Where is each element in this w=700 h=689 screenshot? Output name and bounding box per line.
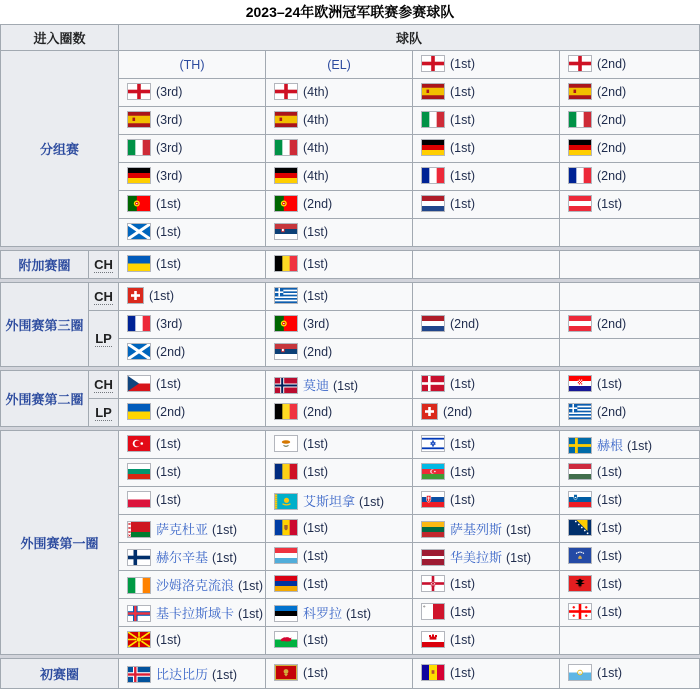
flag-germany-icon[interactable] xyxy=(127,167,151,184)
team-cell xyxy=(413,79,560,107)
flag-turkey-icon[interactable] xyxy=(127,435,151,452)
flag-denmark-icon[interactable] xyxy=(421,375,445,392)
round-section-table xyxy=(0,250,700,279)
flag-malta-icon[interactable] xyxy=(421,603,445,620)
flag-italy-icon[interactable] xyxy=(274,139,298,156)
team-cell xyxy=(413,627,560,655)
flag-switzerland-icon[interactable] xyxy=(421,403,438,420)
table-row xyxy=(1,311,700,339)
team-cell xyxy=(560,51,700,79)
flag-czechia-icon[interactable] xyxy=(127,375,151,392)
ordinal-text: (1st) xyxy=(450,56,475,71)
team-cell xyxy=(413,163,560,191)
flag-portugal-icon[interactable] xyxy=(274,315,298,332)
ordinal-text: (1st) xyxy=(156,224,181,239)
round-column-header: 进入圈数 xyxy=(1,25,119,51)
ordinal-text: (4th) xyxy=(303,168,329,183)
ordinal-text: (2nd) xyxy=(156,404,186,419)
ordinal-text: (1st) xyxy=(597,576,622,591)
ordinal-text: (1st) xyxy=(303,520,328,535)
ordinal-text: (1st) xyxy=(450,604,475,619)
ordinal-text: (2nd) xyxy=(303,196,333,211)
team-cell xyxy=(266,51,413,79)
team-cell xyxy=(266,399,413,427)
ordinal-text: (2nd) xyxy=(303,344,333,359)
flag-cyprus-icon[interactable] xyxy=(274,435,298,452)
flag-romania-icon[interactable] xyxy=(274,463,298,480)
round-label[interactable]: 初赛圈 xyxy=(1,659,119,689)
ordinal-text: (1st) xyxy=(346,606,372,621)
ordinal-text: (1st) xyxy=(450,376,475,391)
team-cell xyxy=(560,163,700,191)
ordinal-text: (1st) xyxy=(303,548,328,563)
club-link[interactable]: 赫根 xyxy=(597,437,624,453)
flag-azerbaijan-icon[interactable] xyxy=(421,463,445,480)
flag-belgium-icon[interactable] xyxy=(274,255,298,272)
table-row xyxy=(1,51,700,79)
team-cell xyxy=(413,371,560,399)
team-cell xyxy=(119,371,266,399)
flag-germany-icon[interactable] xyxy=(274,167,298,184)
ordinal-text: (1st) xyxy=(597,464,622,479)
team-cell xyxy=(560,599,700,627)
empty-cell xyxy=(413,251,560,279)
flag-france-icon[interactable] xyxy=(568,167,592,184)
flag-spain-icon[interactable] xyxy=(568,83,592,100)
ordinal-text: (2nd) xyxy=(597,316,627,331)
team-cell xyxy=(413,399,560,427)
round-label[interactable]: 外围赛第三圈 xyxy=(1,283,89,367)
ordinal-text: (1st) xyxy=(627,438,653,453)
flag-north-macedonia-icon[interactable] xyxy=(127,631,151,648)
flag-netherlands-icon[interactable] xyxy=(421,195,445,212)
path-label xyxy=(89,399,119,427)
empty-cell xyxy=(413,283,560,311)
team-cell xyxy=(560,399,700,427)
flag-ukraine-icon[interactable] xyxy=(127,255,151,272)
flag-scotland-icon[interactable] xyxy=(127,343,151,360)
empty-cell xyxy=(560,251,700,279)
ordinal-text: (1st) xyxy=(597,520,622,535)
flag-iceland-icon[interactable] xyxy=(127,666,151,683)
ordinal-text: (1st) xyxy=(506,550,532,565)
empty-cell xyxy=(560,219,700,247)
flag-spain-icon[interactable] xyxy=(274,111,298,128)
team-cell xyxy=(119,627,266,655)
ordinal-text: (1st) xyxy=(450,196,475,211)
ordinal-text: (1st) xyxy=(450,436,475,451)
ordinal-text: (1st) xyxy=(156,196,181,211)
team-cell xyxy=(413,515,560,543)
team-cell xyxy=(560,135,700,163)
team-cell xyxy=(266,191,413,219)
team-cell xyxy=(119,459,266,487)
flag-spain-icon[interactable] xyxy=(127,111,151,128)
empty-cell xyxy=(560,283,700,311)
flag-germany-icon[interactable] xyxy=(421,139,445,156)
empty-cell xyxy=(413,219,560,247)
flag-estonia-icon[interactable] xyxy=(274,605,298,622)
team-cell xyxy=(560,459,700,487)
round-label[interactable]: 外围赛第一圈 xyxy=(1,431,119,655)
team-cell xyxy=(560,191,700,219)
ordinal-text: (2nd) xyxy=(597,84,627,99)
flag-luxembourg-icon[interactable] xyxy=(274,547,298,564)
ordinal-text: (2nd) xyxy=(303,404,333,419)
team-cell xyxy=(266,311,413,339)
round-section-table xyxy=(0,658,700,689)
flag-gibraltar-icon[interactable] xyxy=(421,631,445,648)
ordinal-text: (1st) xyxy=(597,548,622,563)
team-cell xyxy=(413,51,560,79)
ordinal-text: (1st) xyxy=(303,288,328,303)
flag-norway-icon[interactable] xyxy=(274,377,298,394)
flag-wales-icon[interactable] xyxy=(274,631,298,648)
flag-slovenia-icon[interactable] xyxy=(568,491,592,508)
round-section-table xyxy=(0,430,700,655)
flag-albania-icon[interactable] xyxy=(568,575,592,592)
ordinal-text: (1st) xyxy=(156,632,181,647)
team-cell xyxy=(560,371,700,399)
ordinal-text: (1st) xyxy=(450,665,475,680)
ordinal-text: (1st) xyxy=(156,376,181,391)
empty-cell xyxy=(560,627,700,655)
club-link[interactable]: 萨基列斯 xyxy=(450,521,503,537)
team-cell xyxy=(413,543,560,571)
team-cell xyxy=(266,163,413,191)
team-cell xyxy=(266,459,413,487)
flag-andorra-icon[interactable] xyxy=(421,664,445,681)
path-label xyxy=(89,311,119,367)
flag-northern-ireland-icon[interactable] xyxy=(421,575,445,592)
flag-bulgaria-icon[interactable] xyxy=(127,463,151,480)
team-cell xyxy=(119,543,266,571)
team-cell xyxy=(266,487,413,515)
club-link[interactable]: 艾斯坦拿 xyxy=(303,493,356,509)
team-cell xyxy=(266,251,413,279)
flag-england-icon[interactable] xyxy=(127,83,151,100)
team-cell xyxy=(119,431,266,459)
team-cell xyxy=(266,571,413,599)
round-section-table xyxy=(0,24,700,247)
team-cell xyxy=(413,135,560,163)
ordinal-text: (1st) xyxy=(450,632,475,647)
flag-moldova-icon[interactable] xyxy=(274,519,298,536)
ordinal-text: (3rd) xyxy=(156,84,183,99)
team-cell xyxy=(266,339,413,367)
round-label[interactable]: 外围赛第二圈 xyxy=(1,371,89,427)
flag-kazakhstan-icon[interactable] xyxy=(274,493,298,510)
team-cell xyxy=(560,543,700,571)
team-cell xyxy=(413,431,560,459)
team-cell xyxy=(413,487,560,515)
ordinal-text: (1st) xyxy=(212,667,238,682)
ordinal-text: (2nd) xyxy=(597,112,627,127)
flag-serbia-icon[interactable] xyxy=(274,343,298,360)
ordinal-text: (1st) xyxy=(450,492,475,507)
ordinal-text: (3rd) xyxy=(156,140,183,155)
flag-germany-icon[interactable] xyxy=(568,139,592,156)
path-abbr: CH xyxy=(94,257,113,272)
path-abbr: LP xyxy=(95,405,112,420)
ordinal-text: (1st) xyxy=(303,256,328,271)
flag-georgia-icon[interactable] xyxy=(568,603,592,620)
team-link[interactable]: (EL) xyxy=(327,57,351,72)
team-cell xyxy=(119,571,266,599)
ordinal-text: (1st) xyxy=(597,492,622,507)
ordinal-text: (2nd) xyxy=(597,168,627,183)
flag-israel-icon[interactable] xyxy=(421,435,445,452)
round-label[interactable]: 附加赛圈 xyxy=(1,251,89,279)
ordinal-text: (1st) xyxy=(597,604,622,619)
team-cell xyxy=(119,339,266,367)
flag-lithuania-icon[interactable] xyxy=(421,521,445,538)
ordinal-text: (1st) xyxy=(450,464,475,479)
flag-serbia-icon[interactable] xyxy=(274,223,298,240)
team-cell xyxy=(266,599,413,627)
ordinal-text: (1st) xyxy=(303,436,328,451)
flag-latvia-icon[interactable] xyxy=(421,549,445,566)
flag-belgium-icon[interactable] xyxy=(274,403,298,420)
team-cell xyxy=(119,515,266,543)
team-cell xyxy=(413,107,560,135)
ordinal-text: (1st) xyxy=(238,606,264,621)
club-link[interactable]: 莫迪 xyxy=(303,377,330,393)
flag-netherlands-icon[interactable] xyxy=(421,315,445,332)
flag-portugal-icon[interactable] xyxy=(274,195,298,212)
team-cell xyxy=(413,191,560,219)
flag-france-icon[interactable] xyxy=(421,167,445,184)
ordinal-text: (1st) xyxy=(303,576,328,591)
club-link[interactable]: 萨克杜亚 xyxy=(156,521,209,537)
flag-england-icon[interactable] xyxy=(421,55,445,72)
team-link[interactable]: (TH) xyxy=(179,57,205,72)
team-cell xyxy=(119,251,266,279)
team-cell xyxy=(266,135,413,163)
path-abbr: CH xyxy=(94,289,113,304)
flag-france-icon[interactable] xyxy=(127,315,151,332)
team-cell xyxy=(413,459,560,487)
team-cell xyxy=(560,659,700,689)
team-cell xyxy=(119,191,266,219)
path-label xyxy=(89,283,119,311)
ordinal-text: (1st) xyxy=(303,224,328,239)
team-cell xyxy=(266,283,413,311)
flag-portugal-icon[interactable] xyxy=(127,195,151,212)
flag-ukraine-icon[interactable] xyxy=(127,403,151,420)
round-section-table xyxy=(0,282,700,367)
team-cell xyxy=(266,515,413,543)
ordinal-text: (1st) xyxy=(156,464,181,479)
team-cell xyxy=(119,219,266,247)
team-cell xyxy=(119,599,266,627)
flag-croatia-icon[interactable] xyxy=(568,375,592,392)
path-label xyxy=(89,371,119,399)
team-cell xyxy=(413,599,560,627)
ordinal-text: (1st) xyxy=(333,378,359,393)
ordinal-text: (3rd) xyxy=(156,168,183,183)
flag-kosovo-icon[interactable] xyxy=(568,547,592,564)
ordinal-text: (1st) xyxy=(212,522,238,537)
ordinal-text: (1st) xyxy=(450,168,475,183)
flag-san-marino-icon[interactable] xyxy=(568,664,592,681)
round-section-table xyxy=(0,370,700,427)
ordinal-text: (3rd) xyxy=(156,316,183,331)
table-row xyxy=(1,283,700,311)
team-cell xyxy=(560,487,700,515)
flag-sweden-icon[interactable] xyxy=(568,437,592,454)
ordinal-text: (1st) xyxy=(597,376,622,391)
team-cell xyxy=(560,515,700,543)
ordinal-text: (2nd) xyxy=(450,316,480,331)
club-link[interactable]: 华美拉斯 xyxy=(450,549,503,565)
team-cell xyxy=(560,79,700,107)
team-cell xyxy=(413,659,560,689)
ordinal-text: (1st) xyxy=(156,436,181,451)
flag-montenegro-icon[interactable] xyxy=(274,664,298,681)
team-cell xyxy=(560,107,700,135)
ordinal-text: (1st) xyxy=(156,256,181,271)
flag-slovakia-icon[interactable] xyxy=(421,491,445,508)
flag-poland-icon[interactable] xyxy=(127,491,151,508)
ordinal-text: (3rd) xyxy=(303,316,330,331)
ordinal-text: (1st) xyxy=(450,140,475,155)
ordinal-text: (4th) xyxy=(303,140,329,155)
path-label xyxy=(89,251,119,279)
club-link[interactable]: 基卡拉斯域卡 xyxy=(156,605,235,621)
flag-austria-icon[interactable] xyxy=(568,195,592,212)
ordinal-text: (2nd) xyxy=(597,56,627,71)
club-link[interactable]: 赫尔辛基 xyxy=(156,549,209,565)
flag-faroe-icon[interactable] xyxy=(127,605,151,622)
ordinal-text: (3rd) xyxy=(156,112,183,127)
empty-cell xyxy=(413,339,560,367)
team-cell xyxy=(266,219,413,247)
ordinal-text: (1st) xyxy=(506,522,532,537)
team-cell xyxy=(119,79,266,107)
team-cell xyxy=(266,107,413,135)
flag-england-icon[interactable] xyxy=(274,83,298,100)
flag-greece-icon[interactable] xyxy=(568,403,592,420)
ordinal-text: (1st) xyxy=(149,288,174,303)
team-cell xyxy=(266,79,413,107)
table-row xyxy=(1,431,700,459)
ordinal-text: (1st) xyxy=(450,84,475,99)
team-cell xyxy=(119,135,266,163)
flag-armenia-icon[interactable] xyxy=(274,575,298,592)
ordinal-text: (1st) xyxy=(303,665,328,680)
team-cell xyxy=(413,571,560,599)
flag-italy-icon[interactable] xyxy=(568,111,592,128)
team-cell xyxy=(266,659,413,689)
club-link[interactable]: 沙姆洛克流浪 xyxy=(156,577,235,593)
path-abbr: CH xyxy=(94,377,113,392)
ordinal-text: (2nd) xyxy=(156,344,186,359)
team-cell xyxy=(119,487,266,515)
ordinal-text: (1st) xyxy=(597,196,622,211)
team-cell xyxy=(266,627,413,655)
flag-italy-icon[interactable] xyxy=(127,139,151,156)
ordinal-text: (1st) xyxy=(303,464,328,479)
team-cell xyxy=(119,107,266,135)
team-cell xyxy=(119,163,266,191)
ordinal-text: (1st) xyxy=(359,494,385,509)
team-cell xyxy=(119,311,266,339)
team-cell xyxy=(119,51,266,79)
round-label[interactable]: 分组赛 xyxy=(1,51,119,247)
flag-austria-icon[interactable] xyxy=(568,315,592,332)
ordinal-text: (2nd) xyxy=(597,140,627,155)
team-cell xyxy=(119,399,266,427)
club-link[interactable]: 科罗拉 xyxy=(303,605,343,621)
ordinal-text: (1st) xyxy=(156,492,181,507)
team-cell xyxy=(560,571,700,599)
rounds-tables xyxy=(0,24,700,689)
flag-scotland-icon[interactable] xyxy=(127,223,151,240)
ordinal-text: (1st) xyxy=(450,112,475,127)
team-cell xyxy=(560,311,700,339)
team-cell xyxy=(266,543,413,571)
team-cell xyxy=(266,371,413,399)
flag-italy-icon[interactable] xyxy=(421,111,445,128)
empty-cell xyxy=(560,339,700,367)
flag-belarus-icon[interactable] xyxy=(127,521,151,538)
ordinal-text: (4th) xyxy=(303,112,329,127)
flag-finland-icon[interactable] xyxy=(127,549,151,566)
path-abbr: LP xyxy=(95,331,112,346)
ordinal-text: (1st) xyxy=(238,578,264,593)
ordinal-text: (2nd) xyxy=(443,404,473,419)
ordinal-text: (4th) xyxy=(303,84,329,99)
flag-greece-icon[interactable] xyxy=(274,287,298,304)
ordinal-text: (1st) xyxy=(450,576,475,591)
teams-column-header: 球队 xyxy=(119,25,700,51)
team-cell xyxy=(560,431,700,459)
ordinal-text: (1st) xyxy=(597,665,622,680)
flag-ireland-icon[interactable] xyxy=(127,577,151,594)
ordinal-text: (2nd) xyxy=(597,404,627,419)
team-cell xyxy=(119,659,266,689)
team-cell xyxy=(266,431,413,459)
table-row xyxy=(1,251,700,279)
ordinal-text: (1st) xyxy=(303,632,328,647)
table-title: 2023–24年欧洲冠军联赛参赛球队 xyxy=(245,4,455,20)
flag-switzerland-icon[interactable] xyxy=(127,287,144,304)
table-row xyxy=(1,371,700,399)
ordinal-text: (1st) xyxy=(212,550,238,565)
team-cell xyxy=(413,311,560,339)
flag-hungary-icon[interactable] xyxy=(568,463,592,480)
team-cell xyxy=(119,283,266,311)
table-row xyxy=(1,659,700,689)
flag-spain-icon[interactable] xyxy=(421,83,445,100)
club-link[interactable]: 比达比历 xyxy=(156,666,209,682)
table-row xyxy=(1,399,700,427)
flag-bosnia-icon[interactable] xyxy=(568,519,592,536)
flag-england-icon[interactable] xyxy=(568,55,592,72)
